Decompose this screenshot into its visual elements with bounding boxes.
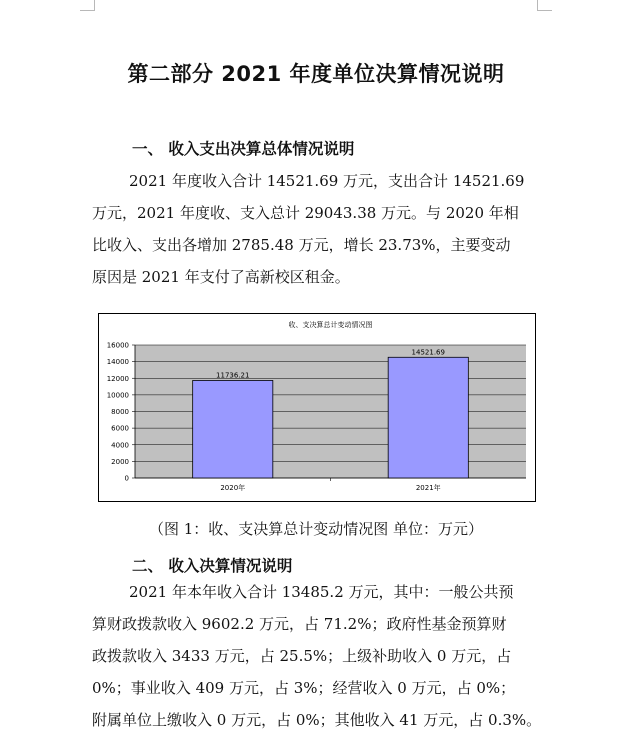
paragraph-line: 2021 年度收入合计 14521.69 万元，支出合计 14521.69 — [129, 172, 525, 190]
y-tick-label: 10000 — [106, 391, 129, 400]
paragraph-line: 算财政拨款收入 9602.2 万元，占 71.2%；政府性基金预算财 — [92, 615, 507, 633]
section-1-paragraph — [92, 165, 538, 293]
y-tick-label: 12000 — [106, 374, 129, 383]
income-expense-chart — [98, 313, 536, 502]
paragraph-line: 2021 年本年收入合计 13485.2 万元，其中：一般公共预 — [129, 583, 514, 601]
paragraph-line: 原因是 2021 年支付了高新校区租金。 — [92, 268, 350, 286]
paragraph-line: 比收入、支出各增加 2785.48 万元，增长 23.73%，主要变动 — [92, 236, 511, 254]
y-tick-label: 14000 — [106, 358, 129, 367]
bar-2020年 — [193, 380, 273, 478]
chart-title: 收、支决算总计变动情况图 — [288, 321, 373, 329]
bar-2021年 — [388, 357, 468, 478]
paragraph-line: 万元，2021 年度收、支入总计 29043.38 万元。与 2020 年相 — [92, 204, 519, 222]
page-corner-mark-right — [537, 0, 552, 11]
y-tick-label: 2000 — [111, 457, 129, 466]
y-tick-label: 4000 — [111, 441, 129, 450]
y-tick-label: 16000 — [106, 341, 129, 350]
section-heading-2: 二、 收入决算情况说明 — [132, 557, 293, 575]
bar-value-label: 11736.21 — [216, 371, 250, 380]
y-tick-label: 6000 — [111, 424, 129, 433]
page-title: 第二部分 2021 年度单位决算情况说明 — [127, 62, 505, 86]
bar-value-label: 14521.69 — [411, 348, 445, 357]
chart-svg — [99, 314, 535, 501]
y-tick-label: 0 — [124, 474, 129, 483]
x-tick-label: 2020年 — [220, 484, 246, 492]
y-tick-label: 8000 — [111, 408, 129, 416]
paragraph-line: 附属单位上缴收入 0 万元，占 0%；其他收入 41 万元，占 0.3%。 — [92, 711, 542, 729]
paragraph-line: 0%；事业收入 409 万元，占 3%；经营收入 0 万元，占 0%； — [92, 679, 516, 697]
paragraph-line: 政拨款收入 3433 万元，占 25.5%；上级补助收入 0 万元，占 — [92, 647, 512, 665]
section-heading-1: 一、 收入支出决算总体情况说明 — [132, 140, 355, 158]
x-tick-label: 2021年 — [415, 484, 441, 492]
figure-caption: （图 1：收、支决算总计变动情况图 单位：万元） — [148, 520, 484, 538]
page-corner-mark-left — [80, 0, 95, 11]
section-2-paragraph — [92, 576, 542, 736]
